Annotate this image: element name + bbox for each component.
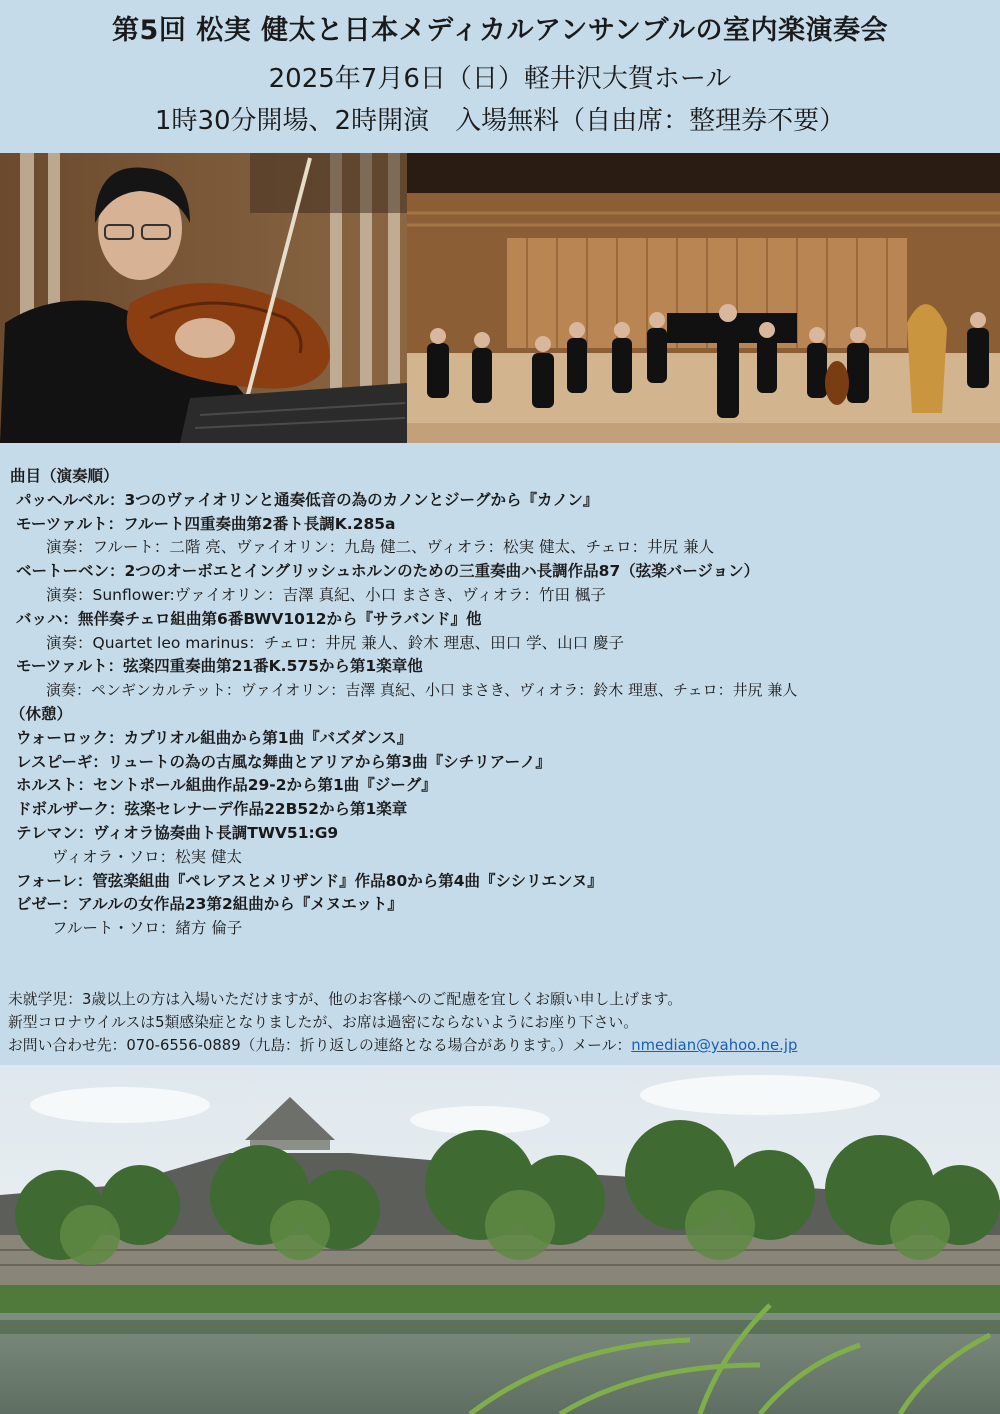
- covid-note: 新型コロナウイルスは5類感染症となりましたが、お席は過密にならないようにお座り下さい。: [8, 1014, 638, 1031]
- program-item: ウォーロック：カプリオル組曲から第1曲『バズダンス』: [16, 728, 413, 747]
- program-item: フォーレ：管弦楽組曲『ペレアスとメリザンド』作品80から第4曲『シシリエンヌ』: [16, 871, 603, 890]
- performers: 演奏：フルート：二階 亮、ヴァイオリン：九島 健二、ヴィオラ：松実 健太、チェロ：井尻 兼人: [46, 538, 715, 557]
- program-item: レスピーギ：リュートの為の古風な舞曲とアリアから第3曲『シチリアーノ』: [16, 752, 551, 771]
- program-item: テレマン：ヴィオラ協奏曲ト長調TWV51:G9: [16, 823, 339, 842]
- intermission: （休憩）: [10, 704, 73, 723]
- soloist: ヴィオラ・ソロ：松実 健太: [52, 847, 242, 866]
- program-item: ドボルザーク：弦楽セレナーデ作品22B52から第1楽章: [16, 800, 408, 819]
- contact-line: [8, 1034, 993, 1057]
- program-item: モーツァルト：弦楽四重奏曲第21番K.575から第1楽章他: [16, 657, 423, 676]
- program-item: モーツァルト：フルート四重奏曲第2番ト長調K.285a: [16, 514, 396, 533]
- program-heading: 曲目（演奏順）: [10, 467, 119, 485]
- performers: 演奏：Sunflower:ヴァイオリン：吉澤 真紀、小口 まさき、ヴィオラ：竹田 楓子: [46, 585, 606, 604]
- hall-building-photo: [0, 1065, 1000, 1414]
- soloist: フルート・ソロ：緒方 倫子: [52, 919, 243, 938]
- violist-photo: [0, 153, 407, 443]
- performers: 演奏：ペンギンカルテット：ヴァイオリン：吉澤 真紀、小口 まさき、ヴィオラ：鈴木 理恵、チェロ：井尻 兼人: [46, 681, 798, 700]
- contact-text: お問い合わせ先：070-6556-0889（九島：折り返しの連絡となる場合があります。）メール：: [8, 1037, 632, 1054]
- program-item: バッハ：無伴奏チェロ組曲第6番BWV1012から『サラバンド』他: [16, 609, 482, 628]
- children-note: 未就学児：3歳以上の方は入場いただけますが、他のお客様へのご配慮を宜しくお願い申し上げます。: [8, 991, 683, 1008]
- email-link[interactable]: nmedian@yahoo.ne.jp: [631, 1037, 798, 1054]
- date-venue: 2025年7月6日（日）軽井沢大賀ホール: [268, 64, 732, 94]
- performers: 演奏：Quartet leo marinus：チェロ：井尻 兼人、鈴木 理恵、田口 学、山口 慶子: [46, 633, 625, 652]
- program-item: ホルスト：セントポール組曲作品29-2から第1曲『ジーグ』: [16, 776, 437, 795]
- time-admission: 1時30分開場、2時開演 入場無料（自由席：整理券不要）: [154, 106, 846, 136]
- ensemble-stage-photo: [407, 153, 1000, 443]
- notes: [8, 988, 993, 1057]
- program-list: [10, 465, 995, 941]
- header: [0, 0, 1000, 150]
- program-item: ビゼー：アルルの女作品23第2組曲から『メヌエット』: [16, 895, 403, 914]
- concert-title: 第5回 松実 健太と日本メディカルアンサンブルの室内楽演奏会: [112, 15, 888, 46]
- program-item: ベートーベン：2つのオーボエとイングリッシュホルンのための三重奏曲ハ長調作品87（弦楽バージョン）: [16, 562, 760, 581]
- program-item: パッヘルベル：3つのヴァイオリンと通奏低音の為のカノンとジーグから『カノン』: [16, 490, 599, 509]
